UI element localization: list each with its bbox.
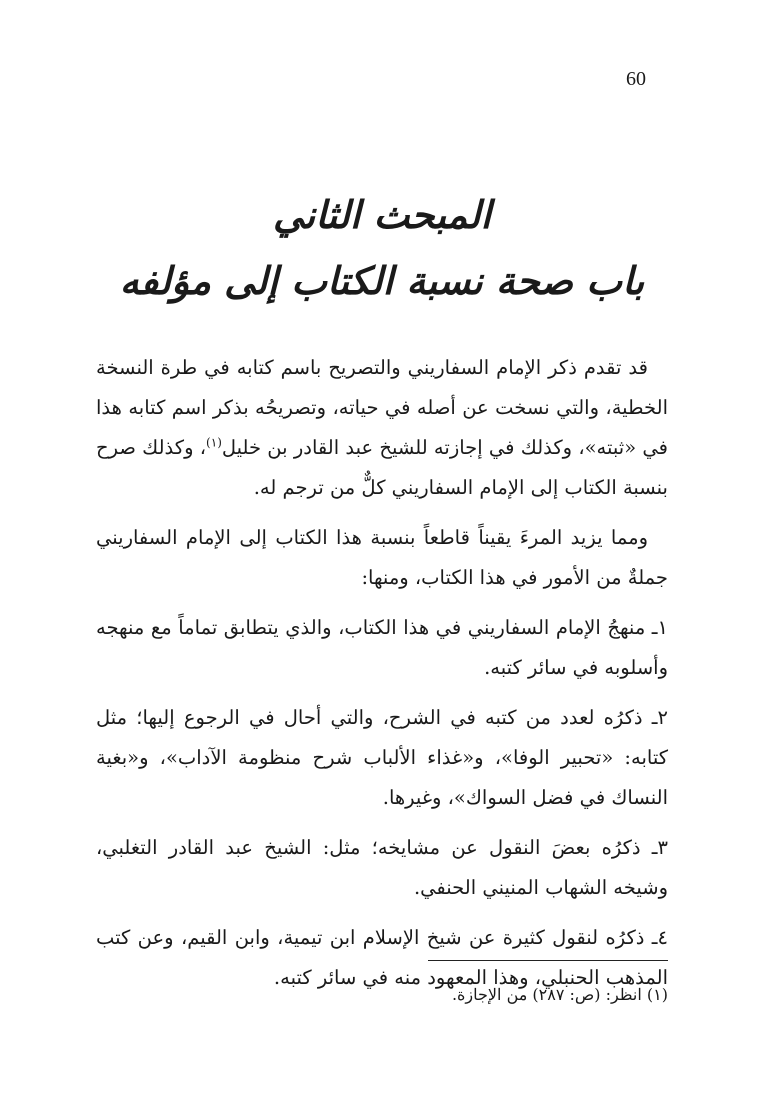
body-text xyxy=(96,348,668,1008)
list-item: ١ـ منهجُ الإمام السفاريني في هذا الكتاب، والذي يتطابق تماماً مع منهجه وأسلوبه في سائر كتبه. xyxy=(96,616,668,679)
list-item: ٣ـ ذكرُه بعضَ النقول عن مشايخه؛ مثل: الشيخ عبد القادر التغلبي، وشيخه الشهاب المنيني الحنفي. xyxy=(96,836,668,899)
footnote: (١) انظر: (ص: ٢٨٧) من الإجازة. xyxy=(451,985,668,1004)
page-number: 60 xyxy=(626,68,646,90)
footnote-divider xyxy=(428,960,668,961)
footnote-marker: (١) xyxy=(206,435,222,450)
section-heading: المبحث الثاني xyxy=(272,192,492,237)
paragraph-text: ، وكذلك صرح بنسبة الكتاب إلى الإمام السفاريني كلٌّ من ترجم له. xyxy=(96,436,668,499)
paragraph xyxy=(96,348,668,508)
chapter-title: باب صحة نسبة الكتاب إلى مؤلفه xyxy=(119,258,645,303)
list-item: ٢ـ ذكرُه لعدد من كتبه في الشرح، والتي أحال في الرجوع إليها؛ مثل كتابه: «تحبير الوفا»، و«غذاء الألباب شرح منظومة الآداب»، و«بغية النساك في فضل السواك»، وغيرها. xyxy=(96,706,668,809)
list-item: ٤ـ ذكرُه لنقول كثيرة عن شيخ الإسلام ابن تيمية، وابن القيم، وعن كتب المذهب الحنبلي، وهذا المعهود منه في سائر كتبه. xyxy=(96,926,668,989)
paragraph: ومما يزيد المرءَ يقيناً قاطعاً بنسبة هذا الكتاب إلى الإمام السفاريني جملةٌ من الأمور في هذا الكتاب، ومنها: xyxy=(96,526,668,589)
paragraph-text: قد تقدم ذكر الإمام السفاريني والتصريح باسم كتابه في طرة النسخة الخطية، والتي نسخت عن أصله في حياته، وتصريحُه بذكر اسم كتابه هذا في «ثبته»، وكذلك في إجازته للشيخ عبد القادر بن خليل xyxy=(96,356,668,459)
